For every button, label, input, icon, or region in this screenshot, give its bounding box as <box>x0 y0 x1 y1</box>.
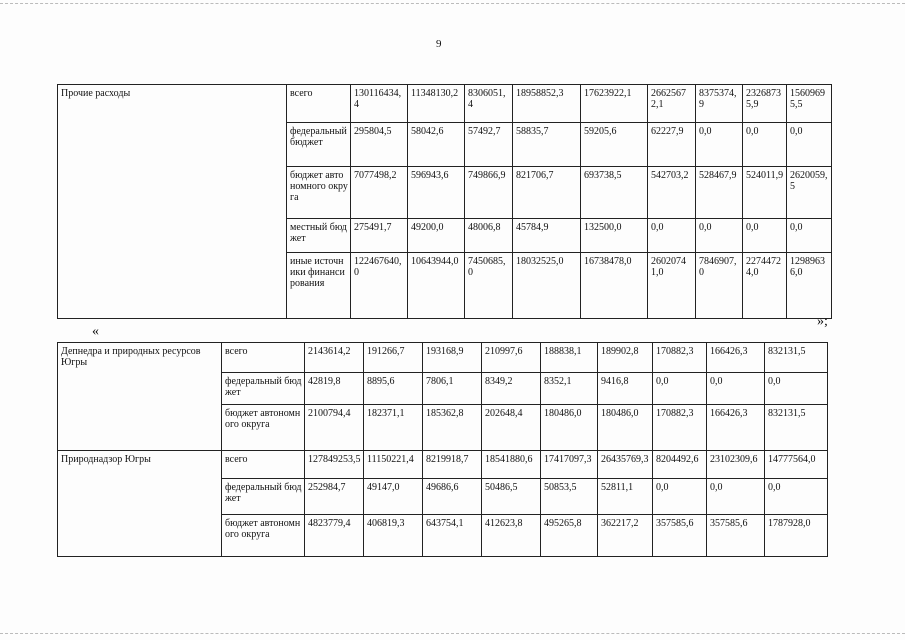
value-cell: 2100794,4 <box>305 405 364 451</box>
value-cell: 23268735,9 <box>743 85 787 123</box>
value-cell: 18032525,0 <box>513 253 581 319</box>
funding-source-cell: федеральный бюджет <box>287 123 351 167</box>
value-cell: 26625672,1 <box>648 85 696 123</box>
value-cell: 14777564,0 <box>765 451 828 479</box>
value-cell: 8375374,9 <box>696 85 743 123</box>
value-cell: 495265,8 <box>541 515 598 557</box>
other-expenses-table <box>57 84 832 319</box>
funding-source-cell: бюджет автономного округа <box>222 515 305 557</box>
value-cell: 8895,6 <box>364 373 423 405</box>
funding-source-cell: бюджет автономного округа <box>222 405 305 451</box>
value-cell: 188838,1 <box>541 343 598 373</box>
value-cell: 9416,8 <box>598 373 653 405</box>
quote-open: « <box>92 324 99 339</box>
row-group-name: Природнадзор Югры <box>58 451 222 557</box>
value-cell: 62227,9 <box>648 123 696 167</box>
value-cell: 180486,0 <box>598 405 653 451</box>
value-cell: 0,0 <box>787 123 832 167</box>
value-cell: 210997,6 <box>482 343 541 373</box>
funding-source-cell: всего <box>222 451 305 479</box>
funding-source-cell: иные источники финансирования <box>287 253 351 319</box>
funding-source-cell: местный бюджет <box>287 219 351 253</box>
value-cell: 0,0 <box>653 479 707 515</box>
value-cell: 26435769,3 <box>598 451 653 479</box>
value-cell: 170882,3 <box>653 405 707 451</box>
value-cell: 12989636,0 <box>787 253 832 319</box>
value-cell: 596943,6 <box>408 167 465 219</box>
value-cell: 49147,0 <box>364 479 423 515</box>
value-cell: 15609695,5 <box>787 85 832 123</box>
quote-close: »; <box>817 314 828 329</box>
funding-source-cell: федеральный бюджет <box>222 479 305 515</box>
value-cell: 170882,3 <box>653 343 707 373</box>
table-row <box>58 343 828 373</box>
value-cell: 191266,7 <box>364 343 423 373</box>
scan-edge-top <box>0 3 905 4</box>
value-cell: 0,0 <box>653 373 707 405</box>
value-cell: 52811,1 <box>598 479 653 515</box>
value-cell: 50853,5 <box>541 479 598 515</box>
value-cell: 275491,7 <box>351 219 408 253</box>
value-cell: 362217,2 <box>598 515 653 557</box>
value-cell: 58042,6 <box>408 123 465 167</box>
value-cell: 357585,6 <box>707 515 765 557</box>
value-cell: 7077498,2 <box>351 167 408 219</box>
value-cell: 130116434,4 <box>351 85 408 123</box>
value-cell: 127849253,5 <box>305 451 364 479</box>
value-cell: 8349,2 <box>482 373 541 405</box>
value-cell: 2620059,5 <box>787 167 832 219</box>
value-cell: 0,0 <box>787 219 832 253</box>
value-cell: 2143614,2 <box>305 343 364 373</box>
value-cell: 524011,9 <box>743 167 787 219</box>
funding-source-cell: федеральный бюджет <box>222 373 305 405</box>
value-cell: 26020741,0 <box>648 253 696 319</box>
value-cell: 18958852,3 <box>513 85 581 123</box>
value-cell: 22744724,0 <box>743 253 787 319</box>
value-cell: 7450685,0 <box>465 253 513 319</box>
value-cell: 7846907,0 <box>696 253 743 319</box>
value-cell: 132500,0 <box>581 219 648 253</box>
value-cell: 193168,9 <box>423 343 482 373</box>
value-cell: 4823779,4 <box>305 515 364 557</box>
value-cell: 17417097,3 <box>541 451 598 479</box>
value-cell: 832131,5 <box>765 343 828 373</box>
page-number: 9 <box>436 38 442 50</box>
value-cell: 48006,8 <box>465 219 513 253</box>
value-cell: 11150221,4 <box>364 451 423 479</box>
value-cell: 749866,9 <box>465 167 513 219</box>
value-cell: 643754,1 <box>423 515 482 557</box>
value-cell: 49200,0 <box>408 219 465 253</box>
value-cell: 528467,9 <box>696 167 743 219</box>
value-cell: 166426,3 <box>707 343 765 373</box>
value-cell: 8204492,6 <box>653 451 707 479</box>
value-cell: 0,0 <box>743 219 787 253</box>
value-cell: 185362,8 <box>423 405 482 451</box>
value-cell: 45784,9 <box>513 219 581 253</box>
value-cell: 1787928,0 <box>765 515 828 557</box>
value-cell: 18541880,6 <box>482 451 541 479</box>
value-cell: 58835,7 <box>513 123 581 167</box>
value-cell: 0,0 <box>696 219 743 253</box>
value-cell: 10643944,0 <box>408 253 465 319</box>
value-cell: 8306051,4 <box>465 85 513 123</box>
value-cell: 166426,3 <box>707 405 765 451</box>
value-cell: 0,0 <box>707 373 765 405</box>
value-cell: 202648,4 <box>482 405 541 451</box>
value-cell: 16738478,0 <box>581 253 648 319</box>
value-cell: 832131,5 <box>765 405 828 451</box>
table-row <box>58 85 832 123</box>
value-cell: 0,0 <box>648 219 696 253</box>
departments-table <box>57 342 828 557</box>
value-cell: 122467640,0 <box>351 253 408 319</box>
table-row <box>58 451 828 479</box>
value-cell: 7806,1 <box>423 373 482 405</box>
value-cell: 357585,6 <box>653 515 707 557</box>
value-cell: 11348130,2 <box>408 85 465 123</box>
value-cell: 542703,2 <box>648 167 696 219</box>
value-cell: 8219918,7 <box>423 451 482 479</box>
value-cell: 49686,6 <box>423 479 482 515</box>
value-cell: 252984,7 <box>305 479 364 515</box>
value-cell: 189902,8 <box>598 343 653 373</box>
value-cell: 412623,8 <box>482 515 541 557</box>
value-cell: 0,0 <box>743 123 787 167</box>
value-cell: 23102309,6 <box>707 451 765 479</box>
value-cell: 0,0 <box>696 123 743 167</box>
value-cell: 0,0 <box>765 479 828 515</box>
value-cell: 17623922,1 <box>581 85 648 123</box>
value-cell: 50486,5 <box>482 479 541 515</box>
value-cell: 406819,3 <box>364 515 423 557</box>
value-cell: 693738,5 <box>581 167 648 219</box>
funding-source-cell: всего <box>222 343 305 373</box>
value-cell: 821706,7 <box>513 167 581 219</box>
value-cell: 0,0 <box>707 479 765 515</box>
value-cell: 8352,1 <box>541 373 598 405</box>
value-cell: 0,0 <box>765 373 828 405</box>
value-cell: 42819,8 <box>305 373 364 405</box>
value-cell: 59205,6 <box>581 123 648 167</box>
value-cell: 182371,1 <box>364 405 423 451</box>
funding-source-cell: всего <box>287 85 351 123</box>
value-cell: 180486,0 <box>541 405 598 451</box>
scan-edge-bottom <box>0 633 905 634</box>
row-group-name: Прочие расходы <box>58 85 287 319</box>
value-cell: 295804,5 <box>351 123 408 167</box>
row-group-name: Депнедра и природных ресурсов Югры <box>58 343 222 451</box>
funding-source-cell: бюджет автономного округа <box>287 167 351 219</box>
value-cell: 57492,7 <box>465 123 513 167</box>
